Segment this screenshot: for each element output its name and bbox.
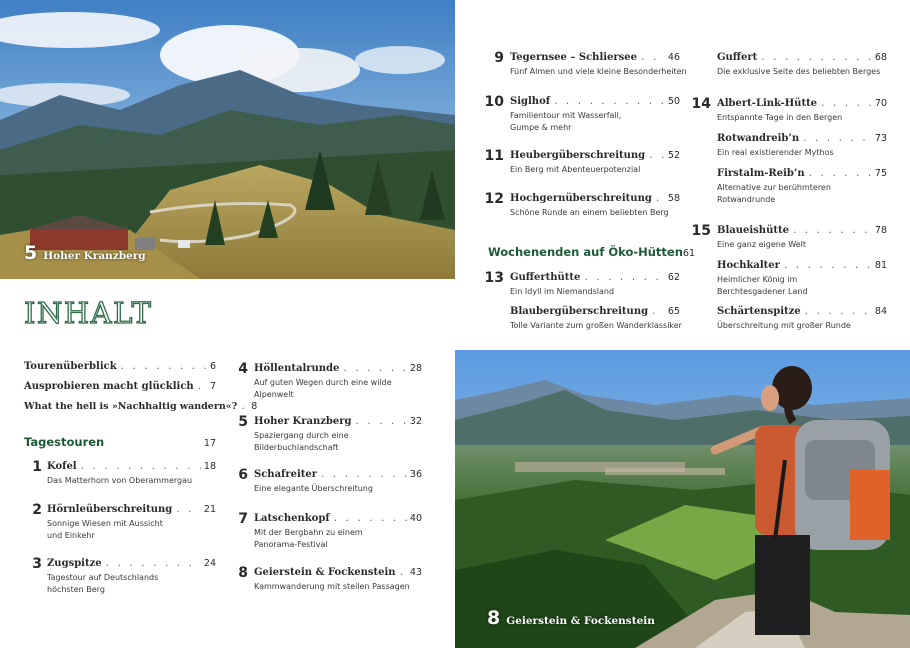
toc-entry-tour[interactable]	[510, 52, 687, 78]
entry-title: Firstalm-Reib’n	[717, 168, 805, 179]
caption-label: Geierstein & Fockenstein	[506, 615, 655, 627]
section-page: 61	[682, 248, 696, 259]
entry-subtitle	[717, 182, 887, 205]
toc-entry-intro[interactable]	[24, 381, 216, 392]
entry-page: 50	[667, 96, 680, 107]
entry-subtitle	[254, 377, 422, 400]
subtitle-line: Schöne Runde an einem beliebten Berg	[510, 208, 669, 217]
entry-subtitle	[717, 112, 887, 124]
entry-title: Gufferthütte	[510, 272, 581, 283]
entry-subtitle	[510, 110, 680, 133]
section-title: Wochenenden auf Öko-Hütten	[488, 245, 683, 259]
entry-page: 78	[874, 225, 887, 236]
subtitle-line: Spaziergang durch eine	[254, 431, 349, 440]
section-heading-eco-huts[interactable]	[488, 245, 696, 259]
tour-number: 9	[494, 50, 504, 66]
entry-title: Tourenüberblick	[24, 361, 117, 372]
entry-page: 62	[667, 272, 680, 283]
entry-subtitle	[510, 66, 687, 78]
toc-entry-tour[interactable]	[254, 469, 422, 495]
toc-entry-subtour[interactable]	[510, 306, 680, 332]
tour-number: 3	[32, 556, 42, 572]
entry-title: Hochkalter	[717, 260, 780, 271]
entry-page: 73	[874, 133, 887, 144]
entry-title: Blaubergüberschreitung	[510, 306, 649, 317]
entry-title: Ausprobieren macht glücklich	[24, 381, 194, 392]
subtitle-line: Tagestour auf Deutschlands	[47, 573, 159, 582]
entry-subtitle	[510, 320, 680, 332]
entry-page: 32	[409, 416, 422, 427]
leader-dots	[802, 134, 872, 144]
photo-caption-top	[24, 242, 146, 264]
hoher-kranzberg-photo	[0, 0, 455, 279]
tour-number: 13	[484, 270, 504, 286]
entry-title: Tegernsee – Schliersee	[510, 52, 638, 63]
toc-entry-tour[interactable]	[717, 98, 887, 124]
toc-entry-tour[interactable]	[510, 96, 680, 133]
entry-subtitle	[717, 147, 887, 159]
leader-dots	[820, 99, 872, 109]
entry-page: 75	[874, 168, 887, 179]
entry-subtitle	[254, 483, 422, 495]
entry-subtitle	[254, 527, 422, 550]
entry-title: Hörnleüberschreitung	[47, 504, 173, 515]
subtitle-line: Panorama-Festival	[254, 539, 328, 549]
entry-subtitle	[510, 164, 680, 176]
toc-entry-tour[interactable]	[47, 461, 216, 487]
section-heading-day-tours[interactable]	[24, 435, 216, 449]
subtitle-line: Eine ganz eigene Welt	[717, 240, 807, 249]
tour-number: 4	[238, 361, 248, 377]
caption-label: Hoher Kranzberg	[43, 250, 146, 262]
leader-dots	[240, 402, 248, 412]
entry-title: Geierstein & Fockenstein	[254, 567, 396, 578]
subtitle-line: und Einkehr	[47, 530, 95, 540]
subtitle-line: Bilderbuchlandschaft	[254, 442, 339, 452]
leader-dots	[320, 470, 407, 480]
entry-title: Siglhof	[510, 96, 551, 107]
leader-dots	[804, 307, 872, 317]
toc-entry-intro[interactable]	[24, 361, 216, 372]
entry-page: 46	[667, 52, 680, 63]
tour-number: 12	[484, 191, 504, 207]
entry-page: 70	[874, 98, 887, 109]
leader-dots	[553, 97, 665, 107]
entry-page: 36	[409, 469, 422, 480]
subtitle-line: Tolle Variante zum großen Wanderklassiker	[510, 321, 682, 330]
entry-subtitle	[510, 207, 680, 219]
entry-page: 65	[667, 306, 680, 317]
entry-page: 21	[203, 504, 216, 515]
entry-page: 84	[874, 306, 887, 317]
toc-entry-subtour[interactable]	[717, 133, 887, 159]
subtitle-line: Eine elegante Überschreitung	[254, 484, 373, 493]
subtitle-line: Das Matterhorn von Oberammergau	[47, 476, 193, 485]
subtitle-line: Mit der Bergbahn zu einem	[254, 528, 363, 537]
tour-number: 1	[32, 459, 42, 475]
leader-dots	[120, 362, 207, 372]
leader-dots	[355, 417, 407, 427]
subtitle-line: Die exklusive Seite des beliebten Berges	[717, 67, 881, 76]
entry-title: Schafreiter	[254, 469, 318, 480]
entry-title: Guffert	[717, 52, 758, 63]
entry-page: 58	[667, 193, 680, 204]
subtitle-line: Ein real existierender Mythos	[717, 148, 834, 157]
entry-subtitle	[47, 518, 216, 541]
subtitle-line: Auf guten Wegen durch eine wilde	[254, 378, 392, 387]
toc-entry-tour[interactable]	[47, 558, 216, 595]
entry-subtitle	[47, 475, 216, 487]
entry-title: Hochgernüberschreitung	[510, 193, 652, 204]
entry-subtitle	[717, 274, 887, 297]
leader-dots	[80, 462, 201, 472]
subtitle-line: Fünf Almen und viele kleine Besonderheiten	[510, 67, 687, 76]
subtitle-line: Alpenwelt	[254, 389, 294, 399]
toc-entry-tour[interactable]	[510, 193, 680, 219]
entry-page: 6	[209, 361, 216, 372]
leader-dots	[648, 151, 665, 161]
geierstein-hiker-photo	[455, 350, 910, 648]
tour-number: 10	[484, 94, 504, 110]
entry-title: Heubergüberschreitung	[510, 150, 646, 161]
subtitle-line: Gumpe & mehr	[510, 122, 572, 132]
entry-page: 8	[251, 401, 258, 412]
leader-dots	[792, 226, 872, 236]
entry-page: 68	[874, 52, 887, 63]
entry-title: Latschenkopf	[254, 513, 330, 524]
subtitle-line: Entspannte Tage in den Bergen	[717, 113, 843, 122]
entry-subtitle	[47, 572, 216, 595]
leader-dots	[640, 53, 665, 63]
leader-dots	[655, 194, 665, 204]
page-title: INHALT	[24, 296, 153, 330]
leader-dots	[197, 382, 207, 392]
entry-title: Zugspitze	[47, 558, 102, 569]
entry-page: 28	[409, 363, 422, 374]
leader-dots	[583, 273, 664, 283]
tour-number: 5	[238, 414, 248, 430]
subtitle-line: Rotwandrunde	[717, 194, 776, 204]
subtitle-line: Sonnige Wiesen mit Aussicht	[47, 519, 163, 528]
tour-number: 14	[691, 96, 711, 112]
entry-subtitle	[717, 66, 887, 78]
leader-dots	[399, 568, 407, 578]
entry-page: 52	[667, 150, 680, 161]
subtitle-line: Ein Idyll im Niemandsland	[510, 287, 615, 296]
entry-subtitle	[254, 581, 422, 593]
entry-title: Albert-Link-Hütte	[717, 98, 818, 109]
toc-entry-subtour[interactable]	[717, 52, 887, 78]
toc-entry-tour[interactable]	[47, 504, 216, 541]
toc-entry-tour[interactable]	[254, 363, 422, 400]
tour-number: 2	[32, 502, 42, 518]
entry-subtitle	[717, 320, 887, 332]
leader-dots	[651, 307, 665, 317]
subtitle-line: Familientour mit Wasserfall,	[510, 111, 622, 120]
toc-entry-subtour[interactable]	[717, 260, 887, 297]
caption-number: 8	[487, 607, 501, 629]
subtitle-line: höchsten Berg	[47, 584, 105, 594]
entry-title: Schärtenspitze	[717, 306, 801, 317]
entry-page: 18	[203, 461, 216, 472]
entry-title: Rotwandreib’n	[717, 133, 800, 144]
section-page: 17	[203, 438, 216, 449]
toc-entry-tour[interactable]	[510, 272, 680, 298]
entry-title: Höllentalrunde	[254, 363, 340, 374]
section-title: Tagestouren	[24, 435, 105, 449]
subtitle-line: Überschreitung mit großer Runde	[717, 321, 851, 330]
subtitle-line: Heimlicher König im	[717, 275, 798, 284]
subtitle-line: Ein Berg mit Abenteuerpotenzial	[510, 165, 641, 174]
tour-number: 7	[238, 511, 248, 527]
entry-page: 24	[203, 558, 216, 569]
entry-title: What the hell is »Nachhaltig wandern«?	[24, 401, 238, 412]
toc-entry-tour[interactable]	[254, 513, 422, 550]
leader-dots	[333, 514, 407, 524]
tour-number: 11	[484, 148, 504, 164]
tour-number: 15	[691, 223, 711, 239]
entry-subtitle	[254, 430, 422, 453]
entry-subtitle	[510, 286, 680, 298]
entry-page: 43	[409, 567, 422, 578]
entry-title: Kofel	[47, 461, 77, 472]
entry-page: 7	[209, 381, 216, 392]
leader-dots	[105, 559, 201, 569]
subtitle-line: Berchtesgadener Land	[717, 286, 808, 296]
tour-number: 6	[238, 467, 248, 483]
tour-number: 8	[238, 565, 248, 581]
toc-entry-subtour[interactable]	[717, 168, 887, 205]
leader-dots	[808, 169, 872, 179]
entry-subtitle	[717, 239, 887, 251]
toc-entry-intro[interactable]	[24, 401, 258, 412]
toc-entry-tour[interactable]	[717, 225, 887, 251]
toc-entry-tour[interactable]	[254, 416, 422, 453]
entry-page: 40	[409, 513, 422, 524]
caption-number: 5	[24, 242, 38, 264]
toc-entry-tour[interactable]	[254, 567, 422, 593]
entry-page: 81	[874, 260, 887, 271]
subtitle-line: Kammwanderung mit steilen Passagen	[254, 582, 410, 591]
toc-entry-tour[interactable]	[510, 150, 680, 176]
leader-dots	[760, 53, 872, 63]
entry-title: Hoher Kranzberg	[254, 416, 352, 427]
toc-entry-subtour[interactable]	[717, 306, 887, 332]
entry-title: Blaueishütte	[717, 225, 789, 236]
leader-dots	[783, 261, 872, 271]
photo-caption-bottom	[487, 607, 655, 629]
leader-dots	[342, 364, 406, 374]
subtitle-line: Alternative zur berühmteren	[717, 183, 831, 192]
leader-dots	[175, 505, 201, 515]
